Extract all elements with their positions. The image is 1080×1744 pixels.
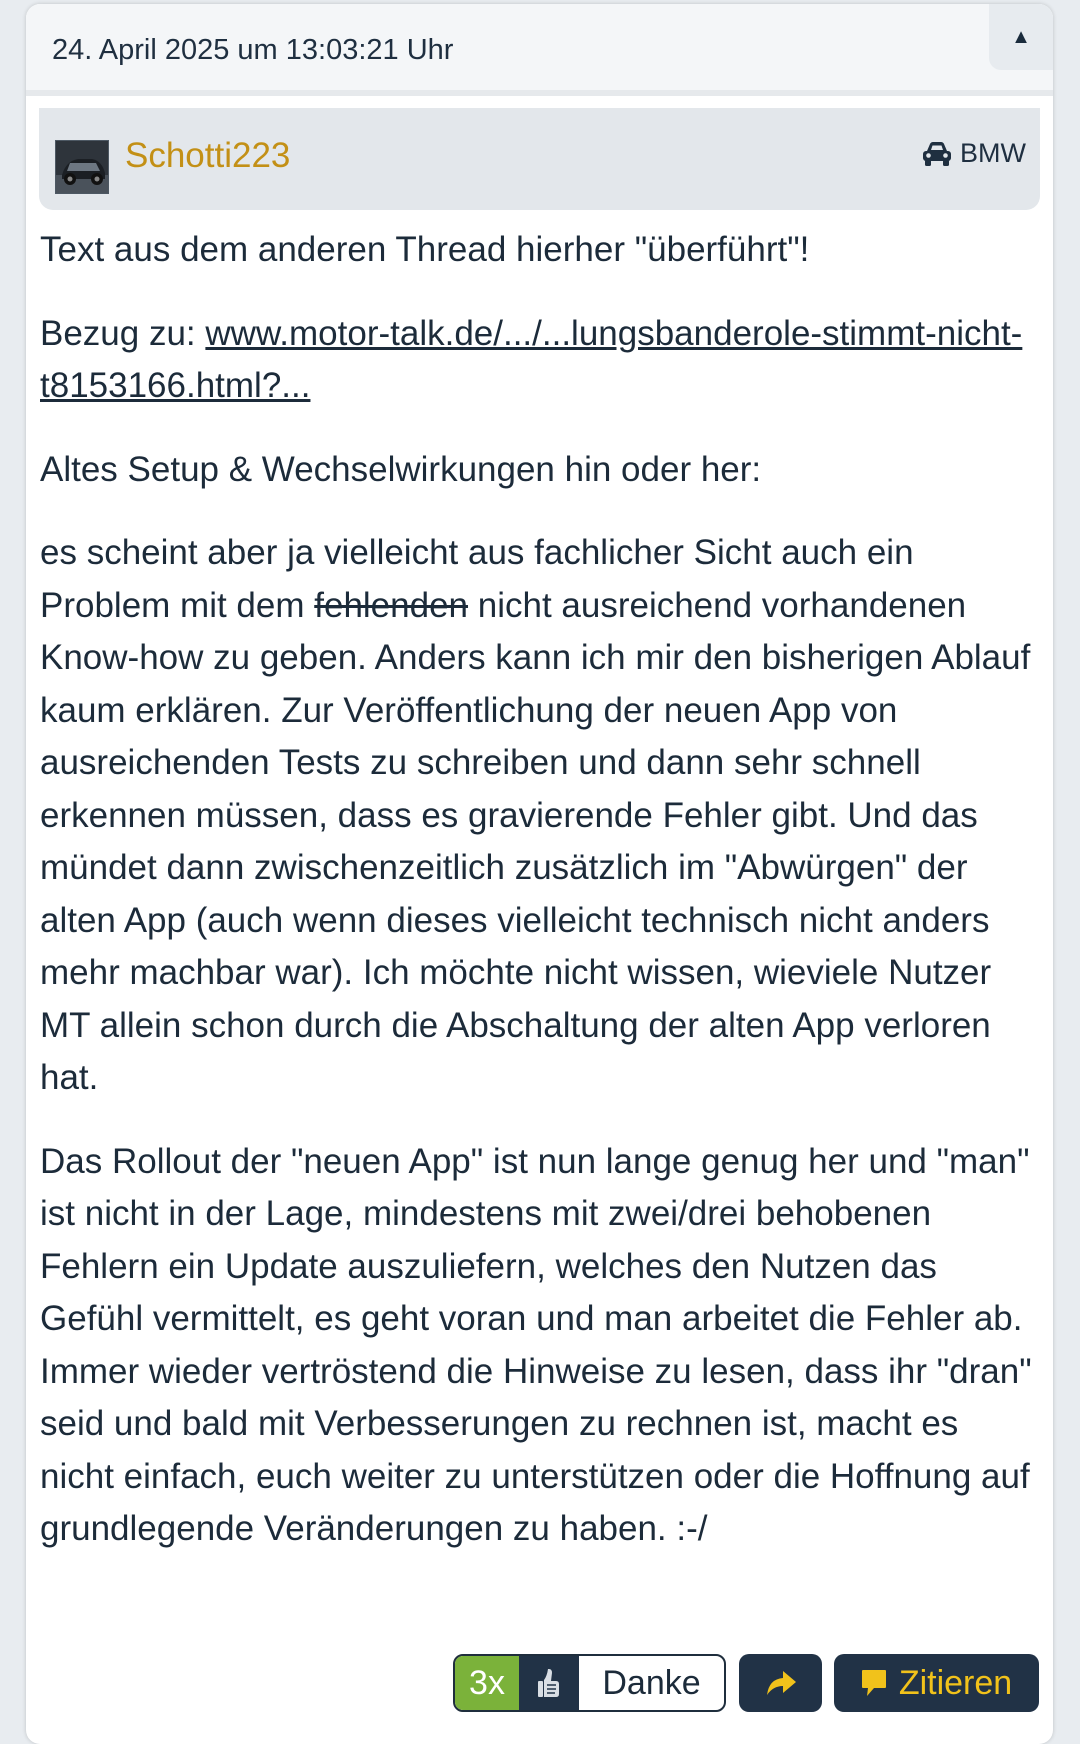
post-body xyxy=(40,224,1040,1587)
paragraph-text: nicht ausreichend vorhandenen Know-how zu geben. Anders kann ich mir den bisherigen Ablauf kaum erklären. Zur Veröffentlichung der neuen App von ausreichenden Tests zu schreiben und dann sehr schnell erkennen müssen, dass es gravierende Fehler gibt. Und das mündet dann zwischenzeitlich zusätzlich im "Abwürgen" der alten App (auch wenn dieses vielleicht technisch nicht anders mehr machbar war). Ich möchte nicht wissen, wieviele Nutzer MT allein schon durch die Abschaltung der alten App verloren hat. xyxy=(40,585,1031,1097)
car-icon xyxy=(922,141,952,167)
thanks-count: 3x xyxy=(455,1656,519,1710)
author-name[interactable]: Schotti223 xyxy=(125,136,291,175)
share-button[interactable] xyxy=(739,1654,822,1712)
quote-button[interactable] xyxy=(834,1654,1039,1712)
struck-text: fehlenden xyxy=(314,585,469,625)
thanks-button[interactable] xyxy=(453,1654,726,1712)
car-avatar-image xyxy=(56,141,109,194)
author-bar xyxy=(39,108,1040,210)
thumbs-up-icon xyxy=(519,1656,579,1710)
paragraph: Das Rollout der "neuen App" ist nun lange genug her und "man" ist nicht in der Lage, mindestens mit zwei/drei behobenen Fehlern ein Update auszuliefern, welches den Nutzen das Gefühl vermittelt, es geht voran und man arbeitet die Fehler ab. Immer wieder vertröstend die Hinweise zu lesen, dass ihr "dran" seid und bald mit Verbesserungen zu rechnen ist, macht es nicht einfach, euch weiter zu unterstützen oder die Hoffnung auf grundlegende Veränderungen zu haben. :-/ xyxy=(40,1141,1032,1548)
thread-link[interactable]: www.motor-talk.de/.../...lungsbanderole-stimmt-nicht-t8153166.html?... xyxy=(40,313,1023,405)
paragraph: Text aus dem anderen Thread hierher "überführt"! xyxy=(40,230,810,269)
speech-bubble-icon xyxy=(861,1668,887,1698)
post-actions xyxy=(26,1654,1053,1716)
avatar[interactable] xyxy=(55,140,109,194)
car-label: BMW xyxy=(960,138,1026,168)
paragraph-reference xyxy=(40,308,1040,413)
reference-prefix: Bezug zu: xyxy=(40,313,206,353)
post-card xyxy=(26,4,1053,1744)
thanks-label: Danke xyxy=(602,1663,701,1702)
post-header xyxy=(26,4,1053,96)
collapse-button[interactable] xyxy=(989,4,1053,70)
quote-label: Zitieren xyxy=(898,1663,1013,1702)
paragraph: Altes Setup & Wechselwirkungen hin oder her: xyxy=(40,449,762,489)
car-badge[interactable] xyxy=(922,138,1026,169)
chevron-up-icon: ▲ xyxy=(1011,25,1031,48)
share-arrow-icon xyxy=(765,1669,797,1697)
paragraph xyxy=(40,527,1040,1105)
post-date: 24. April 2025 um 13:03:21 Uhr xyxy=(52,34,454,66)
paragraph-text: es scheint aber ja vielleicht aus fachlicher Sicht auch ein Problem mit dem xyxy=(40,533,914,625)
